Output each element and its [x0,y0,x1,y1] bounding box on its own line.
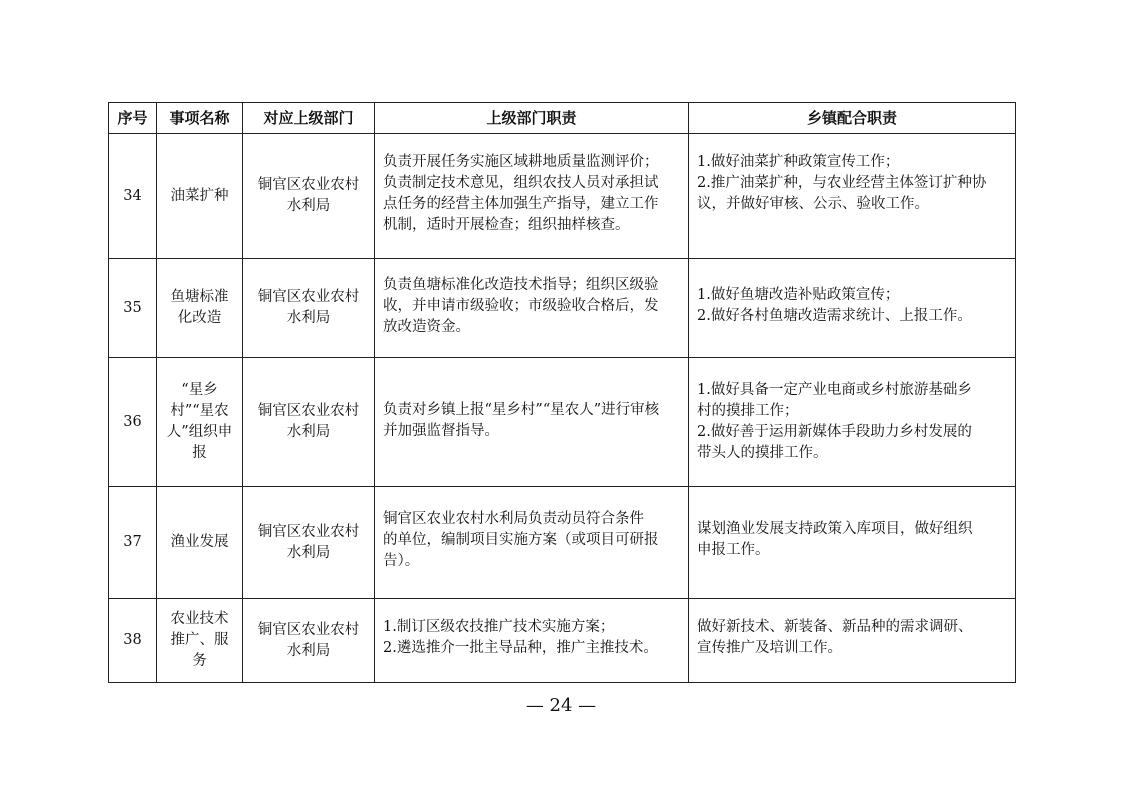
duty-line: 负责对乡镇上报“星乡村”“星农人”进行审核 [383,402,660,418]
responsibility-table [108,102,1016,683]
header-township-duty: 乡镇配合职责 [689,103,1016,134]
table-row [109,134,1016,259]
duty-line: 收，并申请市级验收；市级验收合格后，发 [383,298,659,314]
duty-line: 放改造资金。 [383,319,470,335]
duty-line: 告）。 [383,553,420,569]
item-name-cell [157,487,243,599]
header-serial: 序号 [109,103,157,134]
serial-cell: 34 [109,134,157,259]
table-row [109,259,1016,358]
township-duty-cell [689,487,1016,599]
item-name-line: 人”组织申 [166,424,233,440]
duty-line: 机制，适时开展检查；组织抽样核查。 [383,217,630,233]
dept-line: 铜官区农业农村 [257,523,360,540]
coop-line: 1.做好鱼塘改造补贴政策宣传； [697,287,900,303]
dept-cell [243,134,375,259]
coop-line: 带头人的摸排工作。 [697,445,828,461]
superior-duty-cell [375,134,689,259]
table-row [109,599,1016,683]
page-number: — 24 — [525,695,597,716]
dept-line: 水利局 [286,198,331,214]
coop-line: 2.做好各村鱼塘改造需求统计、上报工作。 [697,308,972,324]
serial-cell: 36 [109,358,157,487]
superior-duty-cell [375,599,689,683]
item-name-cell [157,358,243,487]
item-name-line: 报 [192,445,207,461]
serial-cell: 37 [109,487,157,599]
table-row [109,358,1016,487]
item-name-line: 农业技术 [170,611,229,627]
item-name-cell [157,259,243,358]
coop-line: 1.做好具备一定产业电商或乡村旅游基础乡 [697,382,972,398]
superior-duty-cell [375,259,689,358]
dept-line: 铜官区农业农村 [257,289,360,305]
item-name-line: 务 [192,653,207,669]
table-header-row [109,103,1016,134]
duty-line: 1.制订区级农技推广技术实施方案； [383,619,615,635]
header-superior-dept: 对应上级部门 [243,103,375,134]
table-row [109,487,1016,599]
township-duty-cell [689,599,1016,683]
coop-line: 申报工作。 [697,542,770,558]
item-name-line: 鱼塘标准 [170,289,229,305]
dept-cell [243,599,375,683]
duty-line: 负责开展任务实施区域耕地质量监测评价； [383,154,659,170]
township-duty-cell [689,358,1016,487]
coop-line: 谋划渔业发展支持政策入库项目，做好组织 [697,521,973,537]
dept-cell [243,259,375,358]
dept-cell [243,487,375,599]
item-name-cell [157,134,243,259]
dept-line: 铜官区农业农村 [257,621,360,638]
dept-line: 铜官区农业农村 [257,403,360,419]
coop-line: 2.推广油菜扩种，与农业经营主体签订扩种协 [697,175,987,191]
dept-line: 水利局 [286,642,331,659]
item-name-line: 渔业发展 [170,534,229,550]
duty-line: 负责制定技术意见，组织农技人员对承担试 [383,175,659,191]
item-name-line: 化改造 [177,310,222,326]
duty-line: 并加强监督指导。 [383,423,499,439]
header-item-name: 事项名称 [157,103,243,134]
coop-line: 1.做好油菜扩种政策宣传工作； [697,154,900,170]
serial-cell: 35 [109,259,157,358]
dept-line: 水利局 [286,544,331,561]
township-duty-cell [689,259,1016,358]
serial-cell: 38 [109,599,157,683]
duty-line: 铜官区农业农村水利局负责动员符合条件 [383,511,644,527]
item-name-cell [157,599,243,683]
responsibility-table-container [108,102,1015,683]
duty-line: 负责鱼塘标准化改造技术指导；组织区级验 [383,277,659,293]
duty-line: 点任务的经营主体加强生产指导，建立工作 [383,196,659,212]
item-name-line: 油菜扩种 [170,187,229,204]
superior-duty-cell [375,358,689,487]
coop-line: 宣传推广及培训工作。 [697,640,842,656]
coop-line: 做好新技术、新装备、新品种的需求调研、 [697,619,973,635]
dept-cell [243,358,375,487]
dept-line: 水利局 [286,310,331,326]
coop-line: 议，并做好审核、公示、验收工作。 [697,196,929,212]
dept-line: 铜官区农业农村 [257,177,360,193]
header-superior-duty: 上级部门职责 [375,103,689,134]
duty-line: 2.遴选推介一批主导品种，推广主推技术。 [383,640,658,656]
duty-line: 的单位，编制项目实施方案（或项目可研报 [383,532,659,548]
coop-line: 2.做好善于运用新媒体手段助力乡村发展的 [697,424,972,440]
item-name-line: 村”“星农 [170,403,229,419]
item-name-line: 推广、服 [170,632,229,648]
township-duty-cell [689,134,1016,259]
coop-line: 村的摸排工作； [697,403,799,419]
superior-duty-cell [375,487,689,599]
item-name-line: “星乡 [181,382,218,398]
dept-line: 水利局 [286,424,331,440]
